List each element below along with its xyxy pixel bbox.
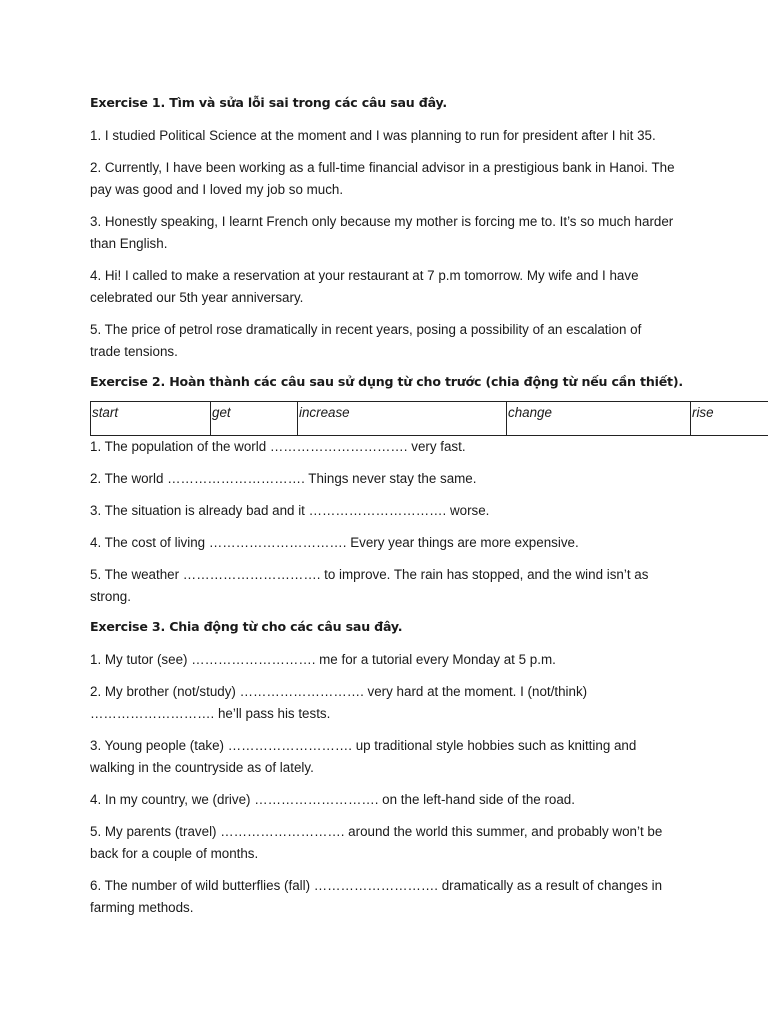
exercise2-item: 2. The world …………………………. Things never stay the same. — [90, 471, 477, 486]
exercise2-item: 3. The situation is already bad and it …………………………. worse. — [90, 503, 490, 518]
exercise2-item: 5. The weather …………………………. to improve. The rain has stopped, and the wind isn’t as strong. — [90, 567, 649, 604]
exercise2-item: 1. The population of the world …………………………. very fast. — [90, 439, 466, 454]
exercise1-item: 5. The price of petrol rose dramatically in recent years, posing a possibility of an escalation of trade tensions. — [90, 322, 642, 359]
exercise3-item: 5. My parents (travel) ………………………. around the world this summer, and probably won’t be back for a couple of months. — [90, 824, 663, 861]
word-bank-cell: start — [91, 402, 211, 436]
exercise3-item: 4. In my country, we (drive) ………………………. on the left-hand side of the road. — [90, 792, 575, 807]
word-bank-table — [90, 401, 768, 436]
exercise3-item: 1. My tutor (see) ………………………. me for a tutorial every Monday at 5 p.m. — [90, 652, 556, 667]
exercise1-item: 1. I studied Political Science at the moment and I was planning to run for president after I hit 35. — [90, 128, 656, 143]
exercise3-item: 6. The number of wild butterflies (fall) ………………………. dramatically as a result of changes in farming methods. — [90, 878, 663, 915]
exercise1-heading: Exercise 1. Tìm và sửa lỗi sai trong các câu sau đây. — [90, 95, 447, 110]
word-bank-cell: get — [211, 402, 298, 436]
exercise3-heading: Exercise 3. Chia động từ cho các câu sau đây. — [90, 619, 403, 634]
word-bank-cell: rise — [691, 402, 768, 436]
word-bank-cell: change — [507, 402, 691, 436]
exercise2-item: 4. The cost of living …………………………. Every year things are more expensive. — [90, 535, 579, 550]
exercise1-item: 3. Honestly speaking, I learnt French only because my mother is forcing me to. It’s so much harder than English. — [90, 214, 674, 251]
word-bank-cell: increase — [298, 402, 507, 436]
exercise3-item: 3. Young people (take) ………………………. up traditional style hobbies such as knitting and walking in the countryside as of lately. — [90, 738, 637, 775]
worksheet — [90, 92, 768, 929]
exercise2-heading: Exercise 2. Hoàn thành các câu sau sử dụng từ cho trước (chia động từ nếu cần thiết). — [90, 374, 684, 389]
exercise1-item: 4. Hi! I called to make a reservation at your restaurant at 7 p.m tomorrow. My wife and I have celebrated our 5th year anniversary. — [90, 268, 639, 305]
exercise3-item: 2. My brother (not/study) ………………………. very hard at the moment. I (not/think) ………………………. he’ll pass his tests. — [90, 684, 588, 721]
exercise1-item: 2. Currently, I have been working as a full-time financial advisor in a prestigious bank in Hanoi. The pay was good and I loved my job so much. — [90, 160, 675, 197]
